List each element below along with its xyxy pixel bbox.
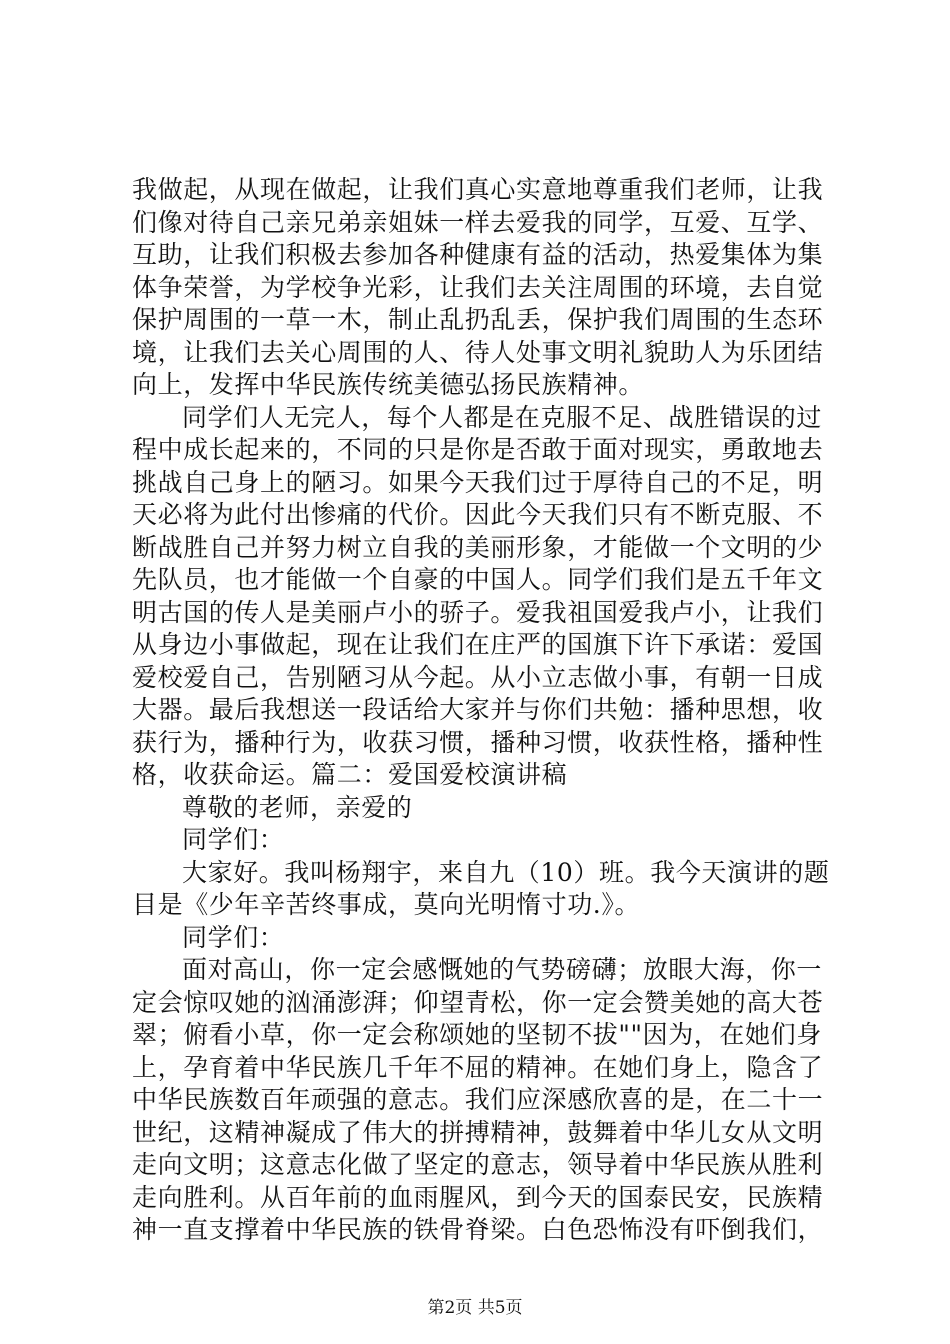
text-line: 走向文明；这意志化做了坚定的意志，领导着中华民族从胜利	[132, 1150, 824, 1179]
text-line: 目是《少年辛苦终事成，莫向光明惰寸功.》。	[132, 890, 641, 919]
text-line: 爱校爱自己，告别陋习从今起。从小立志做小事，有朝一日成	[132, 662, 824, 692]
text-line: 天必将为此付出惨痛的代价。因此今天我们只有不断克服、不	[132, 500, 824, 529]
salutation-line: 同学们：	[182, 922, 285, 952]
text-line: 程中成长起来的，不同的只是你是否敢于面对现实，勇敢地去	[132, 435, 824, 464]
text-line: 神一直支撑着中华民族的铁骨脊梁。白色恐怖没有吓倒我们，	[132, 1215, 824, 1244]
text-line: 互助，让我们积极去参加各种健康有益的活动，热爱集体为集	[132, 240, 824, 269]
text-line: 从身边小事做起，现在让我们在庄严的国旗下许下承诺：爱国	[132, 630, 824, 659]
text-line: 世纪，这精神凝成了伟大的拼搏精神，鼓舞着中华儿女从文明	[132, 1117, 824, 1147]
salutation-line: 同学们：	[182, 825, 285, 854]
text-line: 获行为，播种行为，收获习惯，播种习惯，收获性格，播种性	[132, 727, 824, 757]
page-footer	[0, 1298, 950, 1318]
body-text	[132, 174, 832, 1247]
paragraph-start: 大家好。我叫杨翔宇，来自九（10）班。我今天演讲的题	[182, 857, 830, 887]
text-line: 翠；俯看小草，你一定会称颂她的坚韧不拔""因为，在她们身	[132, 1020, 822, 1049]
page-number: 第2页 共5页	[427, 1298, 523, 1318]
text-line: 格，收获命运。篇二：爱国爱校演讲稿	[132, 760, 568, 789]
text-line: 走向胜利。从百年前的血雨腥风，到今天的国泰民安，民族精	[132, 1182, 824, 1212]
text-line: 们像对待自己亲兄弟亲姐妹一样去爱我的同学，互爱、互学、	[132, 207, 824, 237]
text-line: 保护周围的一草一木，制止乱扔乱丢，保护我们周围的生态环	[132, 305, 824, 334]
paragraph-start: 面对高山，你一定会感慨她的气势磅礴；放眼大海，你一	[182, 955, 823, 984]
text-line: 定会惊叹她的汹涌澎湃；仰望青松，你一定会赞美她的高大苍	[132, 987, 824, 1017]
text-line: 明古国的传人是美丽卢小的骄子。爱我祖国爱我卢小，让我们	[132, 597, 824, 627]
text-line: 上，孕育着中华民族几千年不屈的精神。在她们身上，隐含了	[132, 1052, 824, 1082]
text-line: 我做起，从现在做起，让我们真心实意地尊重我们老师，让我	[132, 175, 824, 204]
salutation-line: 尊敬的老师，亲爱的	[182, 792, 413, 822]
text-line: 体争荣誉，为学校争光彩，让我们去关注周围的环境，去自觉	[132, 272, 824, 302]
text-line: 挑战自己身上的陋习。如果今天我们过于厚待自己的不足，明	[132, 467, 824, 497]
text-line: 向上，发挥中华民族传统美德弘扬民族精神。	[132, 370, 645, 399]
text-line: 大器。最后我想送一段话给大家并与你们共勉：播种思想，收	[132, 695, 824, 724]
text-line: 先队员，也才能做一个自豪的中国人。同学们我们是五千年文	[132, 565, 824, 594]
text-line: 中华民族数百年顽强的意志。我们应深感欣喜的是，在二十一	[132, 1085, 824, 1114]
text-line: 断战胜自己并努力树立自我的美丽形象，才能做一个文明的少	[132, 532, 824, 562]
text-line: 境，让我们去关心周围的人、待人处事文明礼貌助人为乐团结	[132, 337, 824, 367]
paragraph-start: 同学们人无完人，每个人都是在克服不足、战胜错误的过	[182, 402, 823, 432]
